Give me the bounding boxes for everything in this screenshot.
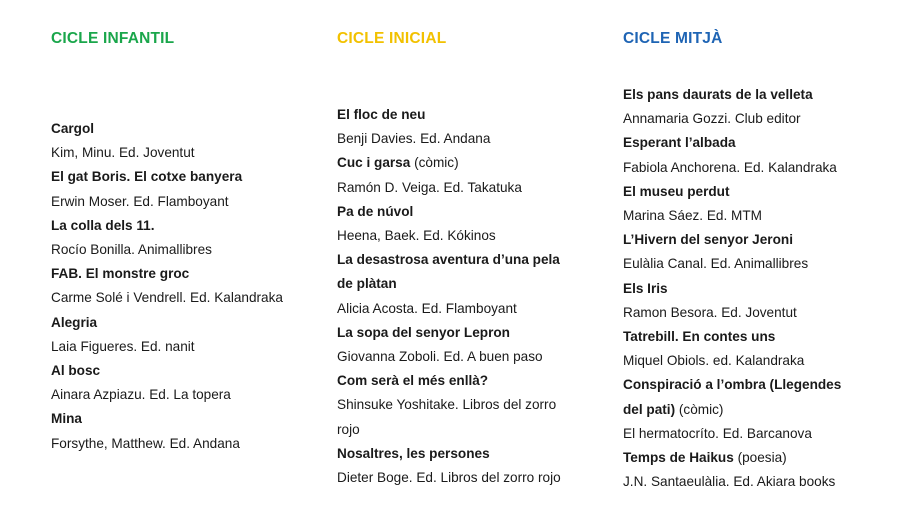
column-heading: CICLE INFANTIL [51, 30, 175, 47]
book-title: Conspiració a l’ombra (Llegendes [623, 377, 842, 393]
book-author: Heena, Baek. Ed. Kókinos [337, 228, 496, 244]
book-author: Ainara Azpiazu. Ed. La topera [51, 387, 231, 403]
book-list [623, 83, 903, 494]
book-author: Fabiola Anchorena. Ed. Kalandraka [623, 159, 837, 175]
book-title: Mina [51, 411, 82, 427]
book-title: El gat Boris. El cotxe banyera [51, 169, 243, 185]
book-author: Erwin Moser. Ed. Flamboyant [51, 193, 229, 209]
book-title: Al bosc [51, 363, 101, 379]
book-author: Kim, Minu. Ed. Joventut [51, 145, 195, 161]
book-author: Benji Davies. Ed. Andana [337, 131, 491, 147]
book-author: Shinsuke Yoshitake. Libros del zorro [337, 397, 557, 413]
book-title: Nosaltres, les persones [337, 445, 490, 461]
book-author: Miquel Obiols. ed. Kalandraka [623, 353, 805, 369]
book-title: Esperant l’albada [623, 135, 736, 151]
book-author-continued: rojo [337, 421, 360, 437]
book-author: Giovanna Zoboli. Ed. A buen paso [337, 349, 543, 365]
book-author: Ramón D. Veiga. Ed. Takatuka [337, 179, 522, 195]
book-title-line [623, 446, 903, 470]
book-title: La desastrosa aventura d’una pela [337, 252, 560, 268]
book-author: Forsythe, Matthew. Ed. Andana [51, 435, 240, 451]
book-author: J.N. Santaeulàlia. Ed. Akiara books [623, 474, 836, 490]
book-title: Pa de núvol [337, 203, 414, 219]
book-title: Cargol [51, 121, 95, 136]
book-note: (còmic) [675, 401, 724, 417]
book-title: Tatrebill. En contes uns [623, 329, 776, 345]
book-note: (còmic) [410, 155, 459, 171]
book-title: Els Iris [623, 280, 668, 296]
book-author: El hermatocríto. Ed. Barcanova [623, 425, 812, 441]
book-title: Alegria [51, 314, 98, 330]
book-title: Com serà el més enllà? [337, 373, 489, 389]
book-title: La sopa del senyor Lepron [337, 324, 510, 340]
book-note: (poesia) [733, 450, 787, 466]
book-author: Dieter Boge. Ed. Libros del zorro rojo [337, 470, 561, 486]
column-heading: CICLE MITJÀ [623, 30, 723, 47]
book-title-continued: del pati) [623, 401, 676, 417]
book-author: Rocío Bonilla. Animallibres [51, 242, 212, 258]
book-title: El floc de neu [337, 107, 426, 122]
book-list [51, 117, 321, 456]
book-title-continued: de plàtan [337, 276, 397, 292]
book-author: Marina Sáez. Ed. MTM [623, 208, 762, 224]
book-title: FAB. El monstre groc [51, 266, 190, 282]
book-title: Cuc i garsa [337, 155, 411, 171]
book-title: Els pans daurats de la velleta [623, 87, 813, 102]
book-title: El museu perdut [623, 183, 730, 199]
book-title-line [623, 398, 903, 422]
book-author: Carme Solé i Vendrell. Ed. Kalandraka [51, 290, 283, 306]
book-author: Alicia Acosta. Ed. Flamboyant [337, 300, 517, 316]
book-author: Laia Figueres. Ed. nanit [51, 338, 195, 354]
book-title: Temps de Haikus [623, 450, 734, 466]
book-title: La colla dels 11. [51, 217, 155, 233]
book-author: Ramon Besora. Ed. Joventut [623, 304, 797, 320]
book-title-line [337, 151, 607, 175]
column-heading: CICLE INICIAL [337, 30, 447, 47]
book-list [337, 103, 607, 490]
book-author: Eulàlia Canal. Ed. Animallibres [623, 256, 809, 272]
book-author: Annamaria Gozzi. Club editor [623, 111, 801, 127]
book-title: L’Hivern del senyor Jeroni [623, 232, 793, 248]
